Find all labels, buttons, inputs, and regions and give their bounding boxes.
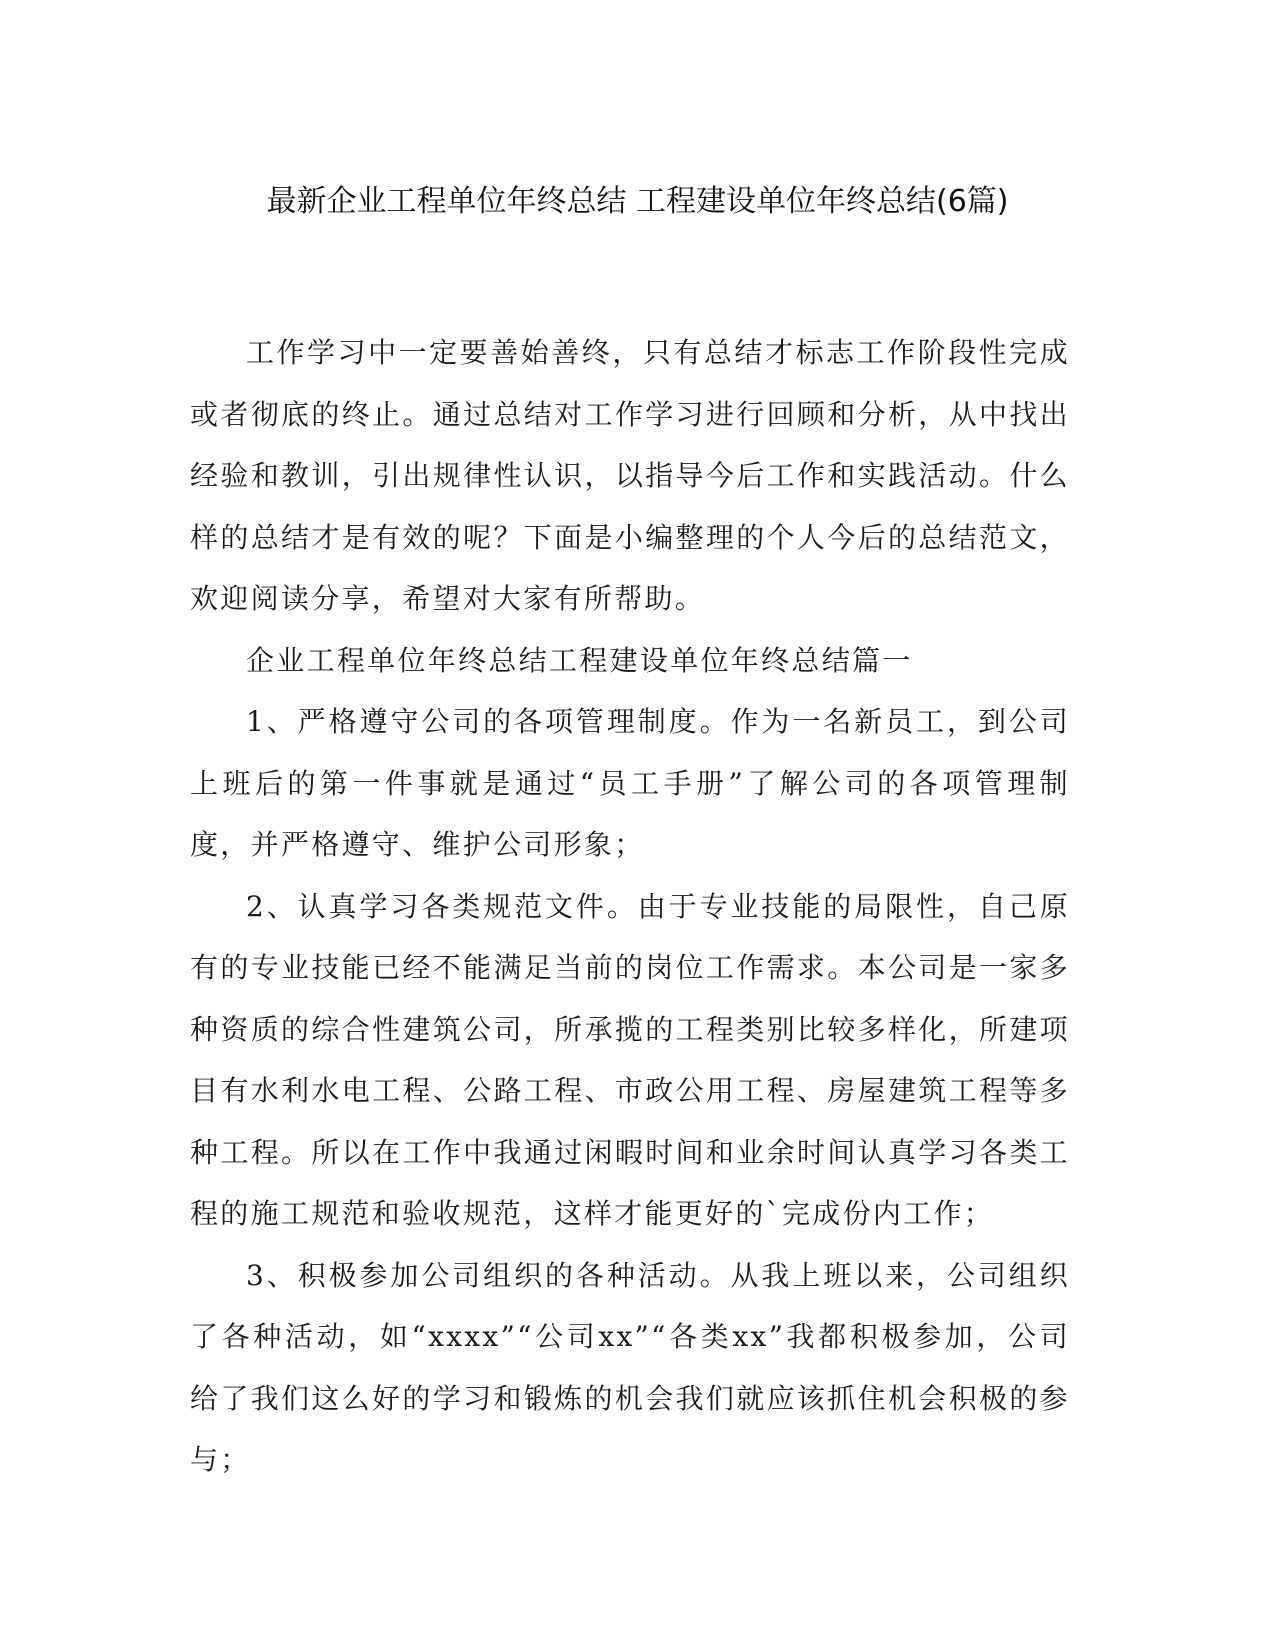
section-heading: 企业工程单位年终总结工程建设单位年终总结篇一	[246, 643, 913, 677]
item-3-paragraph: 3、积极参加公司组织的各种活动。从我上班以来，公司组织了各种活动，如“xxxx”“公司xx”“各类xx”我都积极参加，公司给了我们这么好的学习和锻炼的机会我们就应该抓住机会积极的参与；	[190, 1258, 1070, 1476]
item-1-paragraph: 1、严格遵守公司的各项管理制度。作为一名新员工，到公司上班后的第一件事就是通过“员工手册”了解公司的各项管理制度，并严格遵守、维护公司形象；	[190, 705, 1070, 861]
document-body	[190, 322, 1070, 1491]
document-title: 最新企业工程单位年终总结 工程建设单位年终总结(6篇)	[266, 184, 1009, 219]
item-2-paragraph: 2、认真学习各类规范文件。由于专业技能的局限性，自己原有的专业技能已经不能满足当前的岗位工作需求。本公司是一家多种资质的综合性建筑公司，所承揽的工程类别比较多样化，所建项目有水利水电工程、公路工程、市政公用工程、房屋建筑工程等多种工程。所以在工作中我通过闲暇时间和业余时间认真学习各类工程的施工规范和验收规范，这样才能更好的`完成份内工作；	[190, 889, 1070, 1230]
intro-paragraph: 工作学习中一定要善始善终，只有总结才标志工作阶段性完成或者彻底的终止。通过总结对工作学习进行回顾和分析，从中找出经验和教训，引出规律性认识，以指导今后工作和实践活动。什么样的总结才是有效的呢？下面是小编整理的个人今后的总结范文，欢迎阅读分享，希望对大家有所帮助。	[190, 336, 1070, 615]
